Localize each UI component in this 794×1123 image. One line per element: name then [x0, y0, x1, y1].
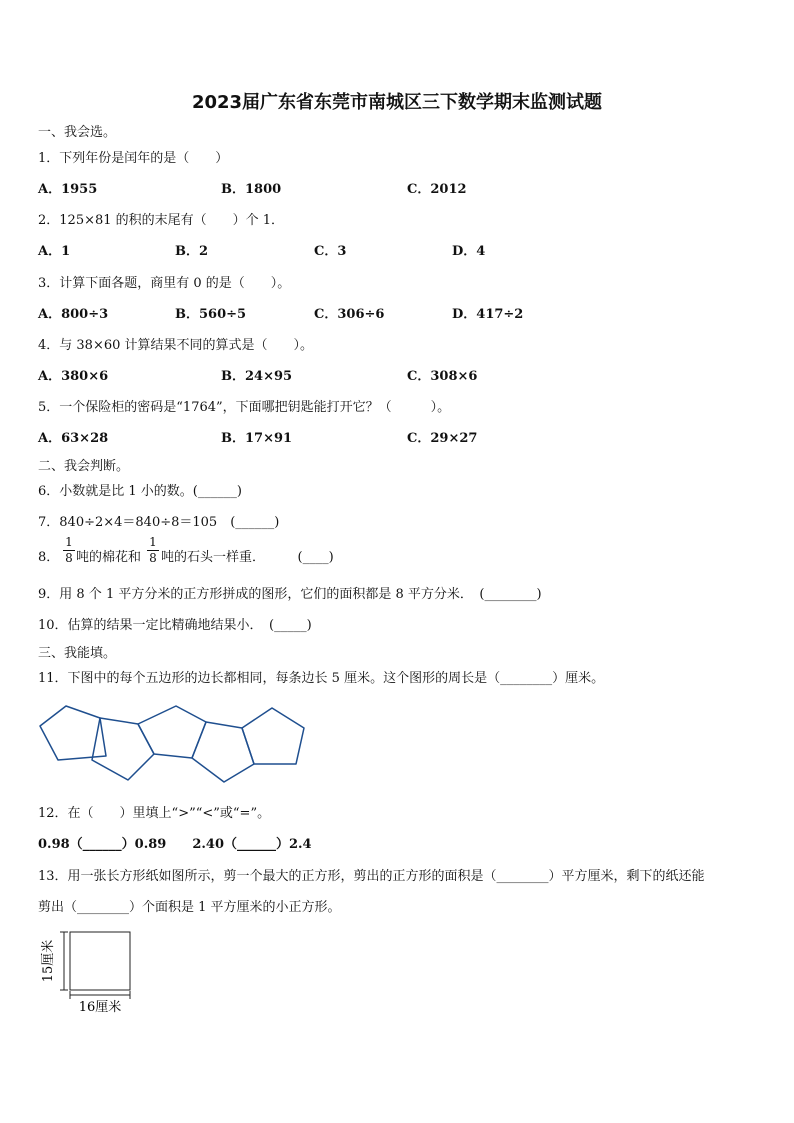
q4-option-b: B．24×95 [221, 369, 293, 384]
page-title: 2023届广东省东莞市南城区三下数学期末监测试题 [191, 92, 603, 113]
question-3: 3．计算下面各题，商里有 0 的是（ ）。 [38, 276, 291, 291]
q4-option-a: A．380×6 [38, 369, 109, 384]
q1-option-a: A．1955 [38, 182, 98, 197]
q3-option-a: A．800÷3 [38, 307, 109, 322]
fraction-denominator: 8 [65, 551, 73, 565]
question-12-items: 0.98（______）0.89 2.40（______）2.4 [38, 837, 312, 852]
question-4: 4．与 38×60 计算结果不同的算式是（ ）。 [38, 338, 314, 353]
fraction-one-eighth [63, 536, 75, 565]
question-8-middle: 吨的棉花和 [76, 550, 142, 565]
q2-option-b: B．2 [175, 244, 209, 259]
q5-option-c: C．29×27 [407, 431, 478, 446]
q2-option-d: D．4 [452, 244, 486, 259]
question-6: 6．小数就是比 1 小的数。(______) [38, 484, 242, 499]
fraction-denominator: 8 [149, 551, 157, 565]
question-10: 10．估算的结果一定比精确地结果小． (_____) [38, 618, 312, 633]
pentagon-5 [242, 708, 304, 764]
question-13-line-2: 剪出（________）个面积是 1 平方厘米的小正方形。 [38, 900, 341, 915]
question-8-tail: 吨的石头一样重． (____) [161, 550, 334, 565]
question-12: 12．在（ ）里填上“>”“<”或“=”。 [38, 806, 271, 821]
rectangle-figure [40, 925, 140, 1017]
q1-option-b: B．1800 [221, 182, 282, 197]
pentagon-chain-figure [36, 700, 308, 788]
q3-option-b: B．560÷5 [175, 307, 247, 322]
question-2: 2．125×81 的积的末尾有（ ）个 1． [38, 213, 285, 228]
section-heading-judge: 二、我会判断。 [38, 459, 130, 474]
fraction-numerator: 1 [65, 535, 73, 549]
q1-option-c: C．2012 [407, 182, 467, 197]
pentagon-1 [40, 706, 106, 760]
q3-option-c: C．306÷6 [314, 307, 385, 322]
question-1: 1．下列年份是闰年的是（ ） [38, 151, 229, 166]
q5-option-a: A．63×28 [38, 431, 109, 446]
section-heading-choice: 一、我会选。 [38, 125, 117, 140]
question-13-line-1: 13．用一张长方形纸如图所示，剪一个最大的正方形，剪出的正方形的面积是（________）平方厘米，剩下的纸还能 [38, 869, 705, 884]
question-11: 11．下图中的每个五边形的边长都相同，每条边长 5 厘米。这个图形的周长是（________）厘米。 [38, 671, 605, 686]
question-7: 7．840÷2×4＝840÷8＝105 (______) [38, 515, 280, 530]
q5-option-b: B．17×91 [221, 431, 293, 446]
question-9: 9．用 8 个 1 平方分米的正方形拼成的图形，它们的面积都是 8 平方分米． (________) [38, 587, 542, 602]
fraction-one-eighth-2 [147, 536, 159, 565]
height-label: 15厘米 [41, 939, 56, 983]
pentagon-4 [192, 722, 254, 782]
q2-option-a: A．1 [38, 244, 71, 259]
width-label: 16厘米 [78, 1000, 122, 1015]
q2-option-c: C．3 [314, 244, 347, 259]
question-5: 5．一个保险柜的密码是“1764”，下面哪把钥匙能打开它？（ ）。 [38, 400, 451, 415]
fraction-numerator: 1 [149, 535, 157, 549]
q4-option-c: C．308×6 [407, 369, 478, 384]
q3-option-d: D．417÷2 [452, 307, 524, 322]
question-8-number: 8． [38, 550, 60, 565]
rectangle [70, 932, 130, 990]
section-heading-fill: 三、我能填。 [38, 646, 117, 661]
